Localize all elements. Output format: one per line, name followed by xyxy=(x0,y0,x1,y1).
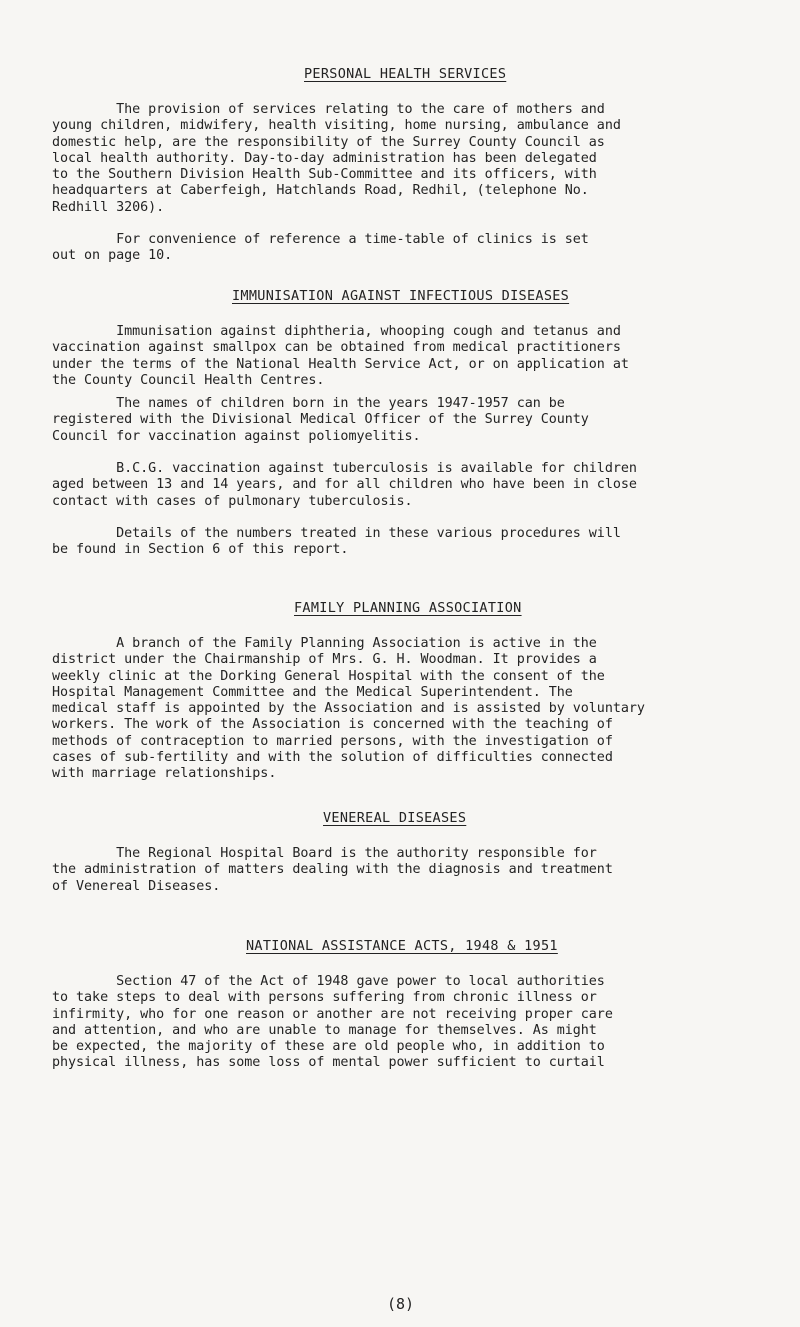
paragraph-treatment-details: Details of the numbers treated in these various procedures will be found in Section 6 of this report. xyxy=(52,526,621,558)
section-heading-family-planning: FAMILY PLANNING ASSOCIATION xyxy=(294,600,522,616)
paragraph-bcg-vaccination: B.C.G. vaccination against tuberculosis is available for children aged between 13 and 14 years, and for all children who have been in close contact with cases of pulmonary tuberculosis. xyxy=(52,461,637,509)
section-heading-personal-health-services: PERSONAL HEALTH SERVICES xyxy=(304,66,507,82)
page-number: (8) xyxy=(387,1295,415,1313)
paragraph-personal-health-provision: The provision of services relating to the care of mothers and young children, midwifery, health visiting, home nursing, ambulance and domestic help, are the responsibility of the Surrey County Council as local health authority. Day-to-day administration has been delegated to the Southern Division Health Sub-Committee and its officers, with headquarters at Caberfeigh, Hatchlands Road, Redhil, (telephone No. Redhill 3206). xyxy=(52,102,621,215)
paragraph-family-planning: A branch of the Family Planning Association is active in the district under the Chairmanship of Mrs. G. H. Woodman. It provides a weekly clinic at the Dorking General Hospital with the consent of the Hospital Management Committee and the Medical Superintendent. The medical staff is appointed by the Association and is assisted by voluntary workers. The work of the Association is concerned with the teaching of methods of contraception to married persons, with the investigation of cases of sub-fertility and with the solution of difficulties connected with marriage relationships. xyxy=(52,636,645,782)
paragraph-poliomyelitis-registration: The names of children born in the years 1947-1957 can be registered with the Divisional Medical Officer of the Surrey County Council for vaccination against poliomyelitis. xyxy=(52,396,589,444)
section-heading-venereal-diseases: VENEREAL DISEASES xyxy=(323,810,467,826)
section-heading-immunisation: IMMUNISATION AGAINST INFECTIOUS DISEASES xyxy=(232,288,570,304)
section-heading-national-assistance-acts: NATIONAL ASSISTANCE ACTS, 1948 & 1951 xyxy=(246,938,558,954)
paragraph-national-assistance-section-47: Section 47 of the Act of 1948 gave power to local authorities to take steps to deal with persons suffering from chronic illness or infirmity, who for one reason or another are not receiving proper care and attention, and who are unable to manage for themselves. As might be expected, the majority of these are old people who, in addition to physical illness, has some loss of mental power sufficient to curtail xyxy=(52,974,613,1071)
paragraph-venereal-diseases: The Regional Hospital Board is the authority responsible for the administration of matters dealing with the diagnosis and treatment of Venereal Diseases. xyxy=(52,846,613,894)
paragraph-clinic-timetable: For convenience of reference a time-table of clinics is set out on page 10. xyxy=(52,232,589,264)
paragraph-immunisation-general: Immunisation against diphtheria, whooping cough and tetanus and vaccination against smallpox can be obtained from medical practitioners under the terms of the National Health Service Act, or on application at the County Council Health Centres. xyxy=(52,324,629,388)
